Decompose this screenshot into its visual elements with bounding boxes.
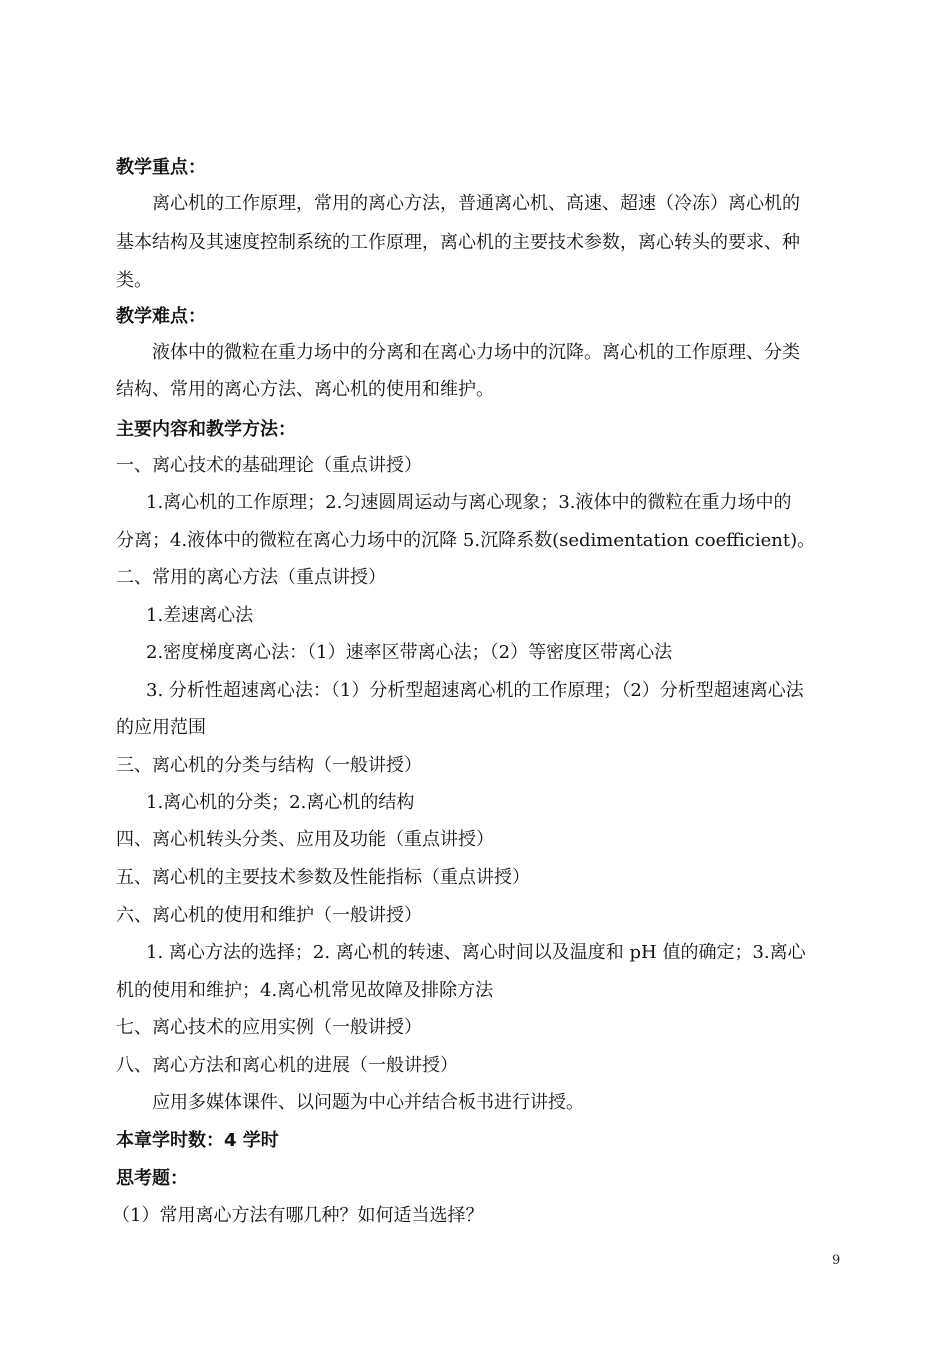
section-title: 四、离心机转头分类、应用及功能（重点讲授） <box>116 829 494 850</box>
content-text-line: 应用多媒体课件、以问题为中心并结合板书进行讲授。 <box>152 1092 584 1113</box>
focus-text-line: 离心机的工作原理，常用的离心方法，普通离心机、高速、超速（冷冻）离心机的 <box>152 193 800 214</box>
content-text-line: 机的使用和维护；4.离心机常见故障及排除方法 <box>116 980 494 1001</box>
focus-text-line: 类。 <box>116 270 152 291</box>
section-title: 三、离心机的分类与结构（一般讲授） <box>116 755 422 776</box>
section-title: 八、离心方法和离心机的进展（一般讲授） <box>116 1055 458 1076</box>
question-item: （1）常用离心方法有哪几种？如何适当选择？ <box>112 1205 484 1226</box>
content-text-line: 1. 离心方法的选择；2. 离心机的转速、离心时间以及温度和 pH 值的确定；3.离心 <box>146 942 806 963</box>
focus-text-line: 基本结构及其速度控制系统的工作原理，离心机的主要技术参数，离心转头的要求、种 <box>116 232 800 253</box>
content-text-line: 分离；4.液体中的微粒在离心力场中的沉降 5.沉降系数(sedimentation coefficient)。 <box>116 530 816 551</box>
section-title: 一、离心技术的基础理论（重点讲授） <box>116 455 422 476</box>
content-text-line: 的应用范围 <box>116 717 206 738</box>
section-title: 七、离心技术的应用实例（一般讲授） <box>116 1017 422 1038</box>
difficulty-text-line: 液体中的微粒在重力场中的分离和在离心力场中的沉降。离心机的工作原理、分类 <box>152 342 800 363</box>
section-title: 五、离心机的主要技术参数及性能指标（重点讲授） <box>116 867 530 888</box>
difficulty-text-line: 结构、常用的离心方法、离心机的使用和维护。 <box>116 379 494 400</box>
section-title: 六、离心机的使用和维护（一般讲授） <box>116 905 422 926</box>
content-text-line: 3. 分析性超速离心法：（1）分析型超速离心机的工作原理；（2）分析型超速离心法 <box>146 680 804 701</box>
content-text-line: 1.离心机的工作原理；2.匀速圆周运动与离心现象；3.液体中的微粒在重力场中的 <box>146 492 792 513</box>
content-text-line: 1.差速离心法 <box>146 605 254 626</box>
content-text-line: 1.离心机的分类；2.离心机的结构 <box>146 792 415 813</box>
hours-heading: 本章学时数：4 学时 <box>116 1130 279 1151</box>
content-text-line: 2.密度梯度离心法：（1）速率区带离心法；（2）等密度区带离心法 <box>146 642 673 663</box>
difficulty-heading: 教学难点： <box>116 306 206 327</box>
focus-heading: 教学重点： <box>116 157 206 178</box>
page-number: 9 <box>832 1253 841 1268</box>
section-title: 二、常用的离心方法（重点讲授） <box>116 567 386 588</box>
questions-heading: 思考题： <box>116 1168 188 1189</box>
content-heading: 主要内容和教学方法： <box>116 419 296 440</box>
